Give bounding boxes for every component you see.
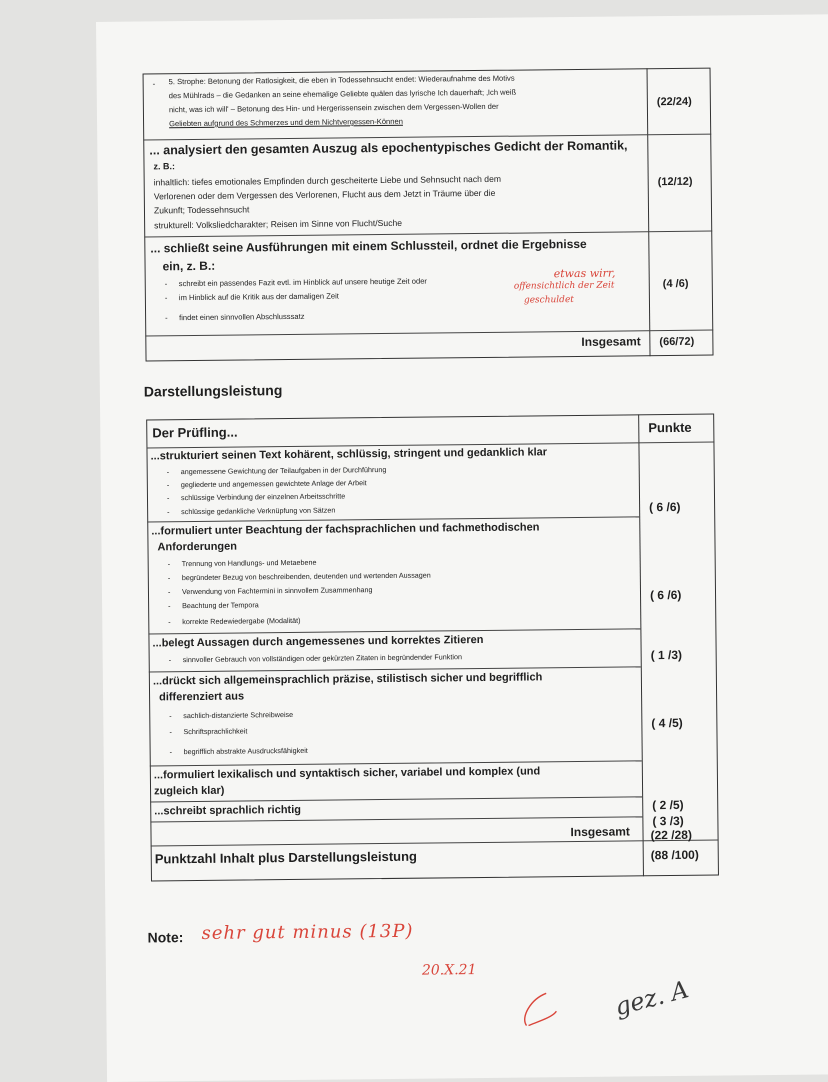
insgesamt-score: (22 /28) — [650, 827, 692, 843]
criterion-heading: ...schreibt sprachlich richtig — [154, 803, 302, 818]
schluss-score: (4 /6) — [662, 277, 689, 291]
criterion-score: ( 6 /6) — [649, 587, 682, 603]
handwritten-comment: etwas wirr, — [553, 266, 616, 281]
inhaltlich-line: inhaltlich: tiefes emotionales Empfinden durch gescheiterte Liebe und Sehnsucht nach dem — [153, 173, 502, 188]
handwritten-comment: offensichtlich der Zeit — [513, 280, 615, 292]
criterion-item: - begründeter Bezug von beschreibenden, deutenden und wertenden Aussagen — [167, 570, 431, 583]
criterion-heading: ...formuliert unter Beachtung der fachsprachlichen und fachmethodischen — [151, 521, 540, 538]
criterion-score: ( 6 /6) — [649, 499, 681, 515]
criterion-item: - begrifflich abstrakte Ausdrucksfähigkeit — [169, 745, 308, 757]
handwritten-date: 20.X.21 — [421, 962, 477, 979]
total-label: Punktzahl Inhalt plus Darstellungsleistung — [154, 848, 418, 867]
handwritten-comment: geschuldet — [523, 295, 574, 306]
strophe5-line: nicht, was ich will' – Betonung des Hin- und Hergerissensein zwischen dem Vergessen-Wollen der — [168, 101, 499, 115]
zb-label: z. B.: — [153, 161, 176, 172]
note-label: Note: — [147, 929, 184, 946]
grading-sheet: - 5. Strophe: Betonung der Ratlosigkeit, die eben in Todessehnsucht endet: Wiederaufnahme des Motivs des Mühlrads – die Gedanken an seine ehemalige Geliebte quälen das lyrische Ich dauerhaft; ‚Ich weiß nicht, was ich will' – Betonung des Hin- und Hergerissensein zwischen dem Vergessen-Wollen der Geliebten aufgrund des Schmerzes und dem Nichtvergessen-Können (22/24) ... analysiert den gesamten Auszug als epochentypisches Gedicht der Romantik, z. B.: inhaltlich: tiefes emotionales Empfinden durch gescheiterte Liebe und Sehnsucht nach dem Verlorenen oder dem Vergessen des Verlorenen, Flucht aus dem Jetzt in Träume über die Zukunft; Todessehnsucht strukturell: Volksliedcharakter; Reisen im Sinne von Flucht/Suche (12/12) ... schließt seine Ausführungen mit einem Schlussteil, ordnet die Ergebnisse ein, z. B.: - schreibt ein passendes Fazit evtl. im Hinblick auf unsere heutige Zeit oder - im Hinblick auf die Kritik aus der damaligen Zeit - findet einen sinnvollen Abschlusssatz etwas wirr, offensichtlich der Zeit geschuldet (4 /6) Insgesamt (66/72) Darstellungsleistung Der Prüfling... Punkte ...strukturiert seinen Text kohärent, schlüssig, stringent und gedanklich klar - angemessene Gewichtung der Teilaufgaben in der Durchführung - gegliederte und angemessen gewichtete Anlage der Arbeit - schlüssige Verbindung der einzelnen Arbeitsschritte - schlüssige gedankliche Verknüpfung von Sätzen ( 6 /6) ...formuliert unter Beachtung der fachsprachlichen und fachmethodischen Anforderungen - Trennung von Handlungs- und Metaebene - begründeter Bezug von beschreibenden, deutenden und wertenden Aussagen - Verwendung von Fachtermini in sinnvollem Zusammenhang - Beachtung der Tempora - korrekte Redewiedergabe (Modalität) ( 6 /6) ...belegt Aussagen durch angemessenes und korrektes Zitieren - sinnvoller Gebrauch von vollständigen oder gekürzten Zitaten in begründender Funktion ( 1 /3) ...drückt sich allgemeinsprachlich präzise, stilistisch sicher und begrifflich differenziert aus - sachlich-distanzierte Schreibweise - Schriftsprachlichkeit - begrifflich abstrakte Ausdrucksfähigkeit ( 4 /5) ...formuliert lexikalisch und syntaktisch sicher, variabel und komplex (und zugleich klar) ( 2 /5) ...schreibt sprachlich richtig ( 3 /3) Insgesamt (22 /28) Punktzahl Inhalt plus Darstellungsleistung (88 /100) Note: sehr gut minus (13P) 20.X.21 gez. A — [96, 14, 828, 1082]
criterion-score: ( 1 /3) — [650, 647, 683, 663]
section-title: Darstellungsleistung — [143, 382, 283, 400]
schluss-item: - im Hinblick auf die Kritik aus der damaligen Zeit — [164, 291, 339, 303]
handwritten-grade: sehr gut minus (13P) — [201, 920, 414, 944]
criterion-item: - sachlich-distanzierte Schreibweise — [169, 709, 294, 721]
criterion-heading: ...formuliert lexikalisch und syntaktisch sicher, variabel und komplex (und — [153, 765, 541, 782]
criterion-heading-cont: zugleich klar) — [153, 784, 225, 798]
criterion-score: ( 2 /5) — [652, 797, 684, 813]
criterion-item: - schlüssige Verbindung der einzelnen Arbeitsschritte — [166, 491, 346, 503]
criterion-item: - Schriftsprachlichkeit — [169, 726, 248, 737]
criterion-heading-cont: differenziert aus — [159, 690, 245, 704]
analyse-score: (12/12) — [657, 175, 693, 189]
schluss-item: - findet einen sinnvollen Abschlusssatz — [165, 311, 305, 323]
criterion-item: - angemessene Gewichtung der Teilaufgaben in der Durchführung — [166, 464, 387, 477]
header-punkte: Punkte — [648, 419, 692, 436]
analyse-heading: ... analysiert den gesamten Auszug als epochentypisches Gedicht der Romantik, — [149, 138, 628, 158]
insgesamt-score: (66/72) — [659, 335, 695, 349]
signature-scribble-icon — [516, 987, 560, 1031]
inhaltlich-line: Zukunft; Todessehnsucht — [153, 204, 250, 216]
criterion-item: - Trennung von Handlungs- und Metaebene — [167, 557, 317, 569]
criterion-score: ( 4 /5) — [651, 715, 683, 731]
criterion-heading: ...drückt sich allgemeinsprachlich präzise, stilistisch sicher und begrifflich — [152, 671, 543, 688]
criterion-item: - sinnvoller Gebrauch von vollständigen oder gekürzten Zitaten in begründender Funktion — [168, 652, 463, 665]
handwritten-signature: gez. A — [611, 975, 692, 1022]
criterion-item: - Beachtung der Tempora — [168, 600, 259, 611]
total-score: (88 /100) — [650, 847, 699, 863]
strophe5-line: des Mühlrads – die Gedanken an seine ehemalige Geliebte quälen das lyrische Ich dauerhaft; ‚Ich weiß — [168, 87, 517, 101]
criterion-item: - gegliederte und angemessen gewichtete Anlage der Arbeit — [166, 478, 367, 490]
insgesamt-label: Insgesamt — [570, 824, 630, 840]
criterion-score: ( 3 /3) — [652, 813, 684, 829]
schluss-heading: ... schließt seine Ausführungen mit einem Schlussteil, ordnet die Ergebnisse — [150, 236, 587, 256]
criterion-item: - schlüssige gedankliche Verknüpfung von Sätzen — [167, 505, 336, 517]
header-pruefling: Der Prüfling... — [152, 424, 238, 441]
criterion-heading: ...belegt Aussagen durch angemessenes und korrektes Zitieren — [152, 633, 484, 650]
criterion-heading-cont: Anforderungen — [157, 540, 238, 554]
strophe5-line: 5. Strophe: Betonung der Ratlosigkeit, die eben in Todessehnsucht endet: Wiederaufnahme des Motivs — [168, 73, 515, 87]
strophe5-score: (22/24) — [656, 95, 692, 109]
criterion-item: - Verwendung von Fachtermini in sinnvollem Zusammenhang — [167, 585, 373, 597]
strukturell-line: strukturell: Volksliedcharakter; Reisen im Sinne von Flucht/Suche — [154, 217, 403, 231]
criterion-heading: ...strukturiert seinen Text kohärent, schlüssig, stringent und gedanklich klar — [150, 446, 548, 463]
schluss-heading-cont: ein, z. B.: — [162, 258, 216, 274]
inhaltlich-line: Verlorenen oder dem Vergessen des Verlorenen, Flucht aus dem Jetzt in Träume über die — [153, 187, 496, 202]
insgesamt-label: Insgesamt — [581, 334, 641, 349]
schluss-item: - schreibt ein passendes Fazit evtl. im Hinblick auf unsere heutige Zeit oder — [164, 276, 427, 289]
strophe5-line: Geliebten aufgrund des Schmerzes und dem Nichtvergessen-Können — [169, 116, 403, 129]
criterion-item: - korrekte Redewiedergabe (Modalität) — [168, 615, 301, 627]
